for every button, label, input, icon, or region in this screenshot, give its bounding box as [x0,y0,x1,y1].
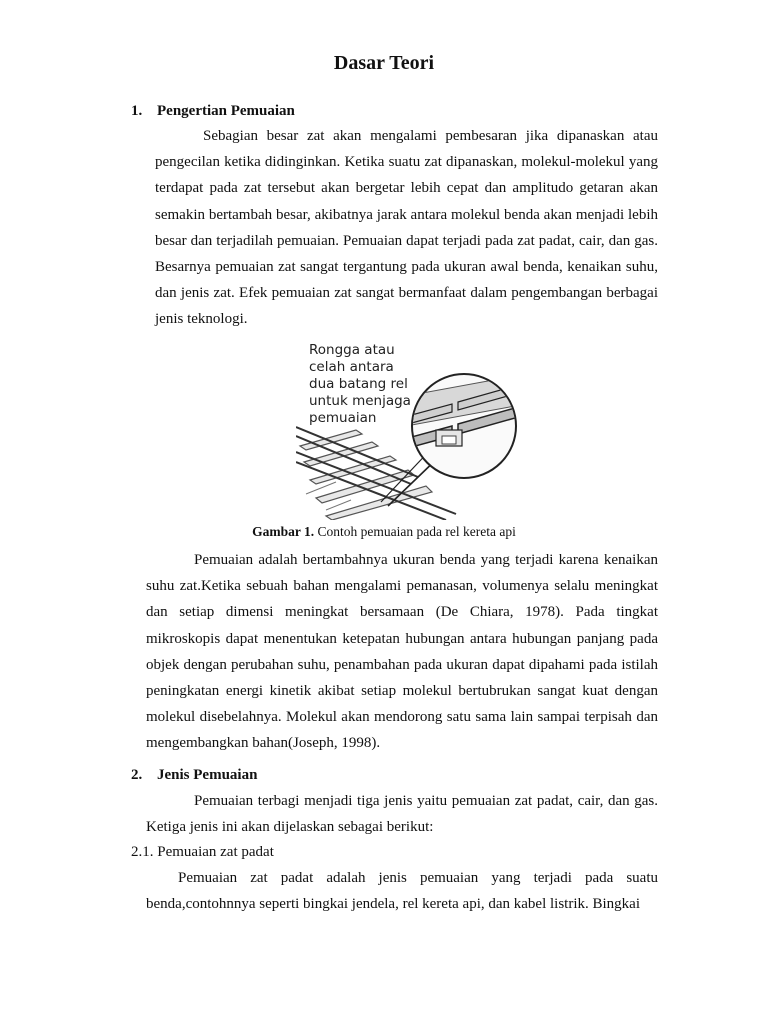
caption-label: Gambar 1. [252,524,315,539]
figure-label-line-4: untuk menjaga [309,393,411,409]
figure-caption [0,524,768,540]
section-2-heading [131,767,257,784]
rail-expansion-figure [296,334,520,520]
magnifier-detail [406,374,520,478]
figure-label-line-1: Rongga atau [309,342,395,358]
section-2-number: 2. [131,767,143,783]
section-1-heading [131,103,295,120]
page-title: Dasar Teori [333,52,435,74]
section-2-title: Jenis Pemuaian [157,767,258,783]
rail-illustration [296,334,520,520]
figure-label-line-2: celah antara [309,359,394,375]
section-2-paragraph-1: Pemuaian terbagi menjadi tiga jenis yaitu pemuaian zat padat, cair, dan gas. Ketiga jenis ini akan dijelaskan sebagai berikut: [146,793,658,836]
section-1-paragraph-2: Pemuaian adalah bertambahnya ukuran benda yang terjadi karena kenaikan suhu zat.Ketika sebuah bahan mengalami pemanasan, volumenya selalu meningkat dan setiap dimensi meningkat bersamaan (De Chiara, 1978). Pada tingkat mikroskopis dapat menentukan ketepatan hubungan antara hubungan panjang pada objek dengan perubahan suhu, penambahan pada ukuran dapat dipahami pada istilah peningkatan energi kinetik akibat setiap molekul bertubrukan sangat kuat dengan molekul disebelahnya. Molekul akan mendorong satu sama lain sampai terpisah dan mengembangkan bahan(Joseph, 1998). [146,552,658,752]
figure-label-line-5: pemuaian [309,410,377,426]
section-1-paragraph-1: Sebagian besar zat akan mengalami pembesaran jika dipanaskan atau pengecilan ketika didinginkan. Ketika suatu zat dipanaskan, molekul-molekul yang terdapat pada zat tersebut akan bergetar lebih cepat dan amplitudo getaran akan semakin bertambah besar, akibatnya jarak antara molekul benda akan menjadi lebih besar dan terjadilah pemuaian. Pemuaian dapat terjadi pada zat padat, cair, dan gas. Besarnya pemuaian zat sangat tergantung pada ukuran awal benda, kenaikan suhu, dan jenis zat. Efek pemuaian zat sangat bermanfaat dalam pengembangan berbagai jenis teknologi. [155,128,658,328]
subsection-2-1-heading: 2.1. Pemuaian zat padat [131,844,274,860]
section-1-title: Pengertian Pemuaian [157,103,295,119]
section-1-number: 1. [131,103,143,119]
caption-text: Contoh pemuaian pada rel kereta api [314,524,516,539]
subsection-2-1-paragraph: Pemuaian zat padat adalah jenis pemuaian yang terjadi pada suatu benda,contohnnya seperti bingkai jendela, rel kereta api, dan kabel listrik. Bingkai [146,870,658,913]
figure-label-line-3: dua batang rel [309,376,408,392]
